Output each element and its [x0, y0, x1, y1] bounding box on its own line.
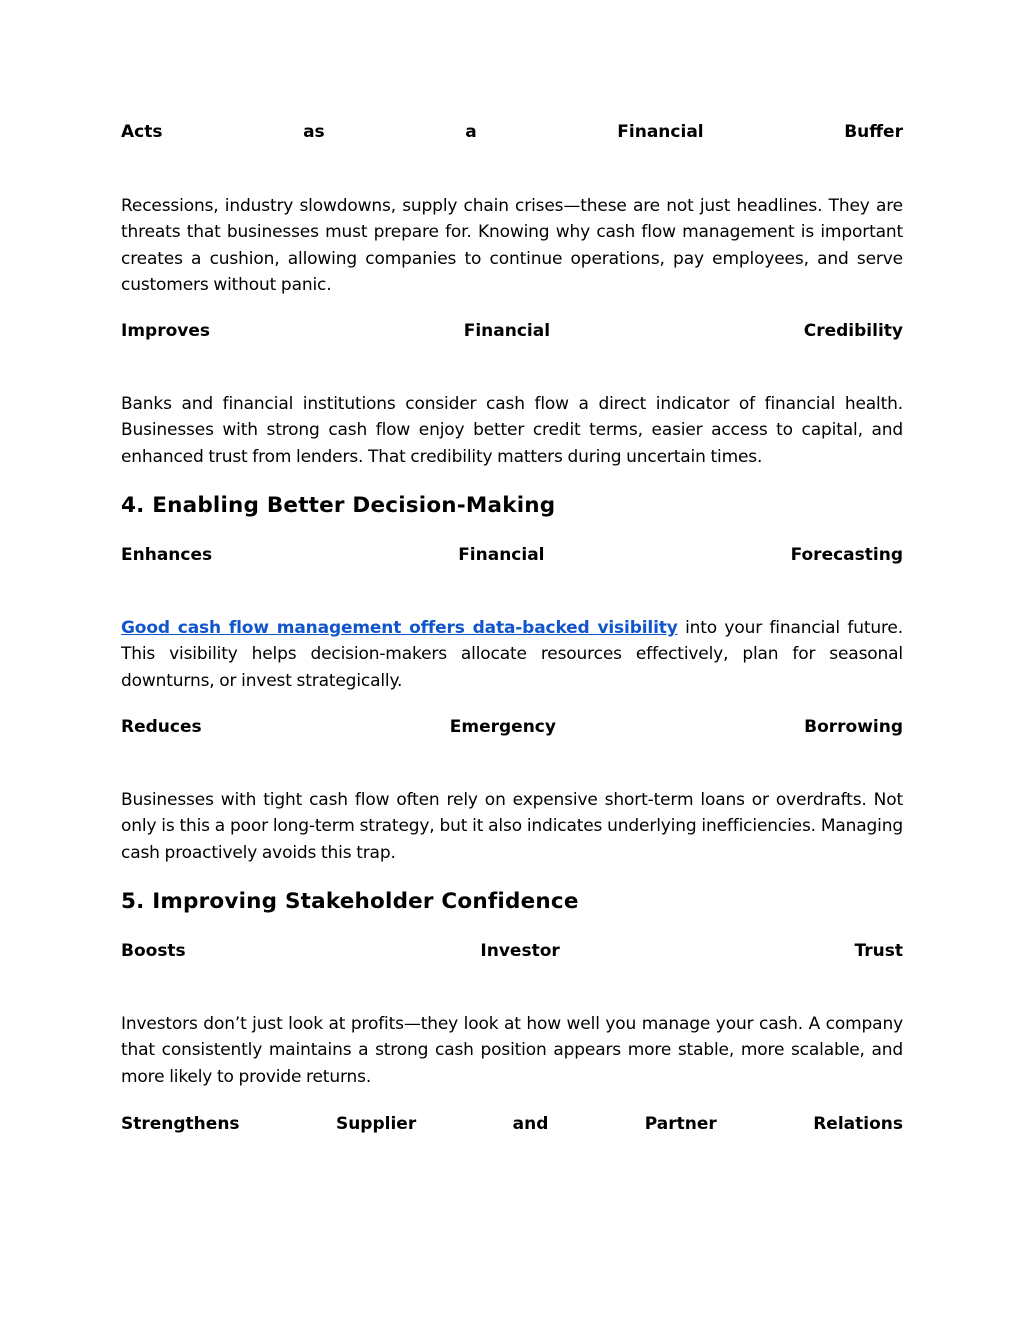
document-page [121, 0, 903, 1325]
subheading-strengthens-supplier-and-partner-relations [121, 1111, 903, 1137]
subheading-word: Enhances [121, 545, 213, 565]
subheading-word: Borrowing [804, 717, 903, 737]
subheading-word: Buffer [844, 122, 903, 142]
subheading-word: Reduces [121, 717, 202, 737]
paragraph-financial-credibility: Banks and financial institutions consider cash flow a direct indicator of financial health. Businesses with strong cash flow enjoy better credit terms, easier access to capital, and enhanced trust from lenders. That credibility matters during uncertain times. [121, 394, 903, 467]
paragraph-financial-buffer: Recessions, industry slowdowns, supply chain crises—these are not just headlines. They are threats that businesses must prepare for. Knowing why cash flow management is important creates a cushion, allowing companies to continue operations, pay employees, and serve customers without panic. [121, 196, 903, 296]
paragraph-text: into your financial future. This visibility helps decision-makers allocate resources effectively, plan for seasonal downturns, or invest strategically. [121, 618, 903, 691]
subheading-word: Emergency [449, 717, 556, 737]
subheading-improves-financial-credibility [121, 318, 903, 344]
subheading-word: as [303, 122, 325, 142]
subheading-word: Investor [480, 941, 560, 961]
subheading-word: Trust [854, 941, 903, 961]
subheading-enhances-financial-forecasting [121, 542, 903, 568]
subheading-boosts-investor-trust [121, 938, 903, 964]
subheading-word: Strengthens [121, 1114, 240, 1134]
paragraph-emergency-borrowing: Businesses with tight cash flow often rely on expensive short-term loans or overdrafts. Not only is this a poor long-term strategy, but it also indicates underlying inefficiencies. Managing cash proactively avoids this trap. [121, 790, 903, 863]
section-heading-4: 4. Enabling Better Decision-Making [121, 493, 556, 518]
subheading-word: Acts [121, 122, 163, 142]
subheading-word: and [512, 1114, 549, 1134]
subheading-acts-as-a-financial-buffer [121, 119, 903, 145]
subheading-word: Financial [463, 321, 551, 341]
section-heading-5: 5. Improving Stakeholder Confidence [121, 889, 579, 914]
subheading-word: Improves [121, 321, 211, 341]
subheading-word: Partner [644, 1114, 717, 1134]
subheading-word: Boosts [121, 941, 186, 961]
paragraph-investor-trust: Investors don’t just look at profits—they look at how well you manage your cash. A company that consistently maintains a strong cash position appears more stable, more scalable, and more likely to provide returns. [121, 1014, 903, 1087]
subheading-word: Credibility [803, 321, 903, 341]
subheading-word: Relations [813, 1114, 903, 1134]
subheading-word: Supplier [335, 1114, 417, 1134]
subheading-word: a [465, 122, 477, 142]
cash-flow-management-link[interactable]: Good cash flow management offers data-backed visibility [121, 618, 678, 638]
subheading-word: Forecasting [790, 545, 903, 565]
subheading-reduces-emergency-borrowing [121, 714, 903, 740]
subheading-word: Financial [617, 122, 704, 142]
subheading-word: Financial [458, 545, 545, 565]
paragraph-financial-forecasting [121, 615, 903, 694]
